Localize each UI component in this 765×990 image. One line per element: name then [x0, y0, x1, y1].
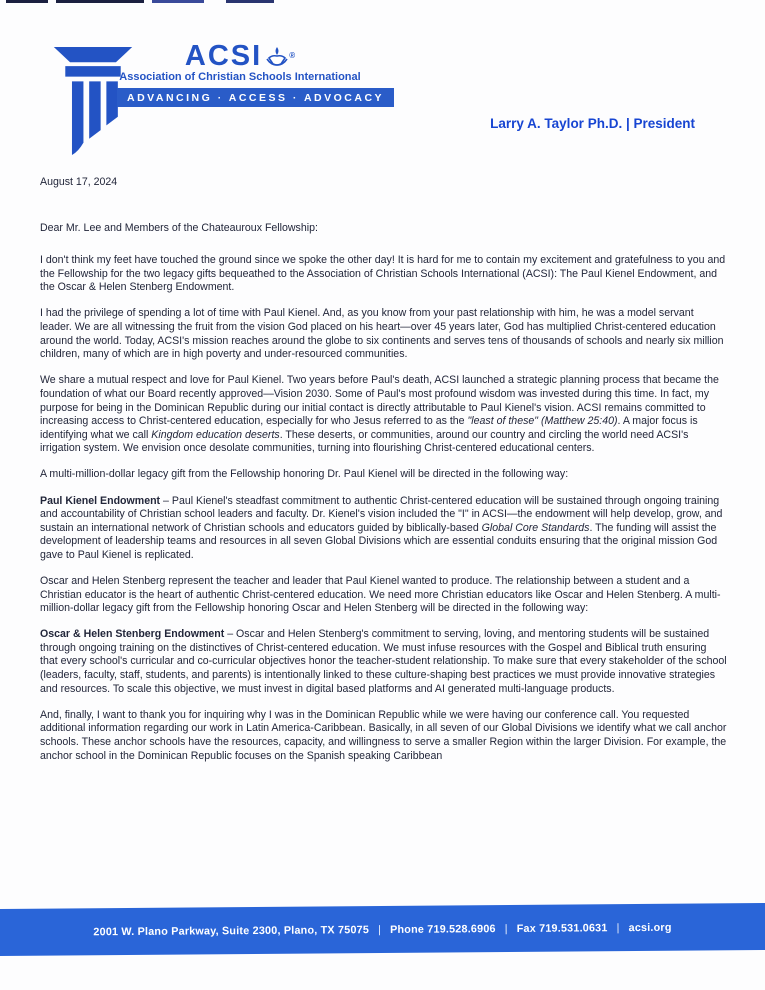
letter-paragraphs	[40, 254, 727, 763]
footer-separator: |	[377, 923, 382, 936]
footer-bar	[0, 903, 765, 956]
footer-website: acsi.org	[628, 921, 672, 934]
letter-paragraph: And, finally, I want to thank you for inquiring why I was in the Dominican Republic while we were having our conference call. You requested additional information regarding our work in Latin America-Caribbean. Basically, in all seven of our Global Divisions we identify what we call anchor schools. These anchor schools have the resources, capacity, and willingness to serve a smaller Region within the larger Division. For example, the anchor school in the Dominican Republic focuses on the Spanish speaking Caribbean	[40, 708, 727, 762]
registered-mark: ®	[289, 51, 296, 60]
acsi-acronym: ACSI	[184, 40, 263, 72]
letter-body	[0, 176, 765, 763]
letter-date: August 17, 2024	[40, 176, 118, 188]
footer-separator: |	[616, 921, 620, 934]
salutation: Dear Mr. Lee and Members of the Chateauroux Fellowship:	[40, 221, 318, 234]
lamp-of-learning-icon	[265, 45, 289, 69]
footer-address: 2001 W. Plano Parkway, Suite 2300, Plano, TX 75075	[93, 923, 370, 938]
footer-phone: Phone 719.528.6906	[390, 922, 496, 936]
letter-paragraph: Oscar and Helen Stenberg represent the teacher and leader that Paul Kienel wanted to produce. The relationship between a student and a Christian educator is the heart of authentic Christ-centered education. We need more Christian educators like Oscar and Helen Stenberg. A multi-million-dollar legacy gift from the Fellowship honoring Oscar and Helen Stenberg will be directed in the following way:	[40, 574, 721, 615]
letterhead	[0, 0, 765, 158]
letter-paragraph: Oscar & Helen Stenberg Endowment – Oscar and Helen Stenberg's commitment to serving, loving, and mentoring students will be sustained through ongoing training on the distinctives of Christ-centered education. We must infuse resources with the Gospel and Biblical truth ensuring that every school's curricular and co-curricular objectives honor the teacher-student relationship. To make sure that every stakeholder of the school (leaders, faculty, staff, students, and parents) is intentionally linked to these culture-shaping best practices we must provide innovative strategies and resources. To scale this objective, we must invest in digital based platforms and AI generated multi-language products.	[40, 628, 727, 695]
org-name: Association of Christian Schools International	[119, 71, 361, 83]
acsi-wordmark	[116, 42, 364, 70]
signatory-line: Larry A. Taylor Ph.D. | President	[490, 116, 695, 131]
letter-paragraph: I don't think my feet have touched the ground since we spoke the other day! It is hard for me to contain my excitement and gratefulness to you and the Fellowship for the two legacy gifts bequeathed to the Association of Christian Schools International (ACSI): The Paul Kienel Endowment, and the Oscar & Helen Stenberg Endowment.	[40, 254, 726, 294]
letter-paragraph: I had the privilege of spending a lot of time with Paul Kienel. And, as you know from your past relationship with him, he was a model servant leader. We are all witnessing the fruit from the vision God placed on his heart—over 45 years later, God has multiplied Christ-centered education around the world. Today, ACSI's mission reaches around the globe to six continents and serves tens of thousands of schools and nearly six million children, many of which are in high poverty and under-resourced communities.	[40, 307, 724, 361]
footer-separator: |	[504, 922, 508, 935]
logo-text-block	[116, 40, 385, 107]
letter-paragraph: Paul Kienel Endowment – Paul Kienel's steadfast commitment to authentic Christ-centered education will be sustained through ongoing training and accountability of Christian school leaders and faculty. Dr. Kienel's vision included the "I" in ACSI—the endowment will help develop, grow, and sustain an international network of Christian schools and educators guided by biblically-based Global Core Standards. The funding will assist the development of leadership teams and resources in all seven Global Divisions which are essential conduits ensuring that the original mission God gave to Paul Kienel is replicated.	[40, 494, 723, 561]
footer-fax: Fax 719.531.0631	[516, 921, 608, 935]
letter-paragraph: A multi-million-dollar legacy gift from the Fellowship honoring Dr. Paul Kienel will be directed in the following way:	[40, 468, 569, 481]
tagline-banner: ADVANCING · ACCESS · ADVOCACY	[117, 88, 394, 107]
letter-paragraph: We share a mutual respect and love for Paul Kienel. Two years before Paul's death, ACSI launched a strategic planning process that became the foundation of what our Board recently approved—Vision 2030. Some of Paul's most profound wisdom was invested during this time. In fact, my purpose for being in the Dominican Republic during our initial contact is directly attributable to Paul Kienel's vision. ACSI remains committed to increasing access to Christ-centered education, especially for who Jesus referred to as the "least of these" (Matthew 25:40). A major focus is identifying what we call Kingdom education deserts. These deserts, or communities, around our country and circling the world need ACSI's irrigation system. We envision once desolate communities, turning into flourishing Christ-centered educational centers.	[40, 374, 719, 455]
